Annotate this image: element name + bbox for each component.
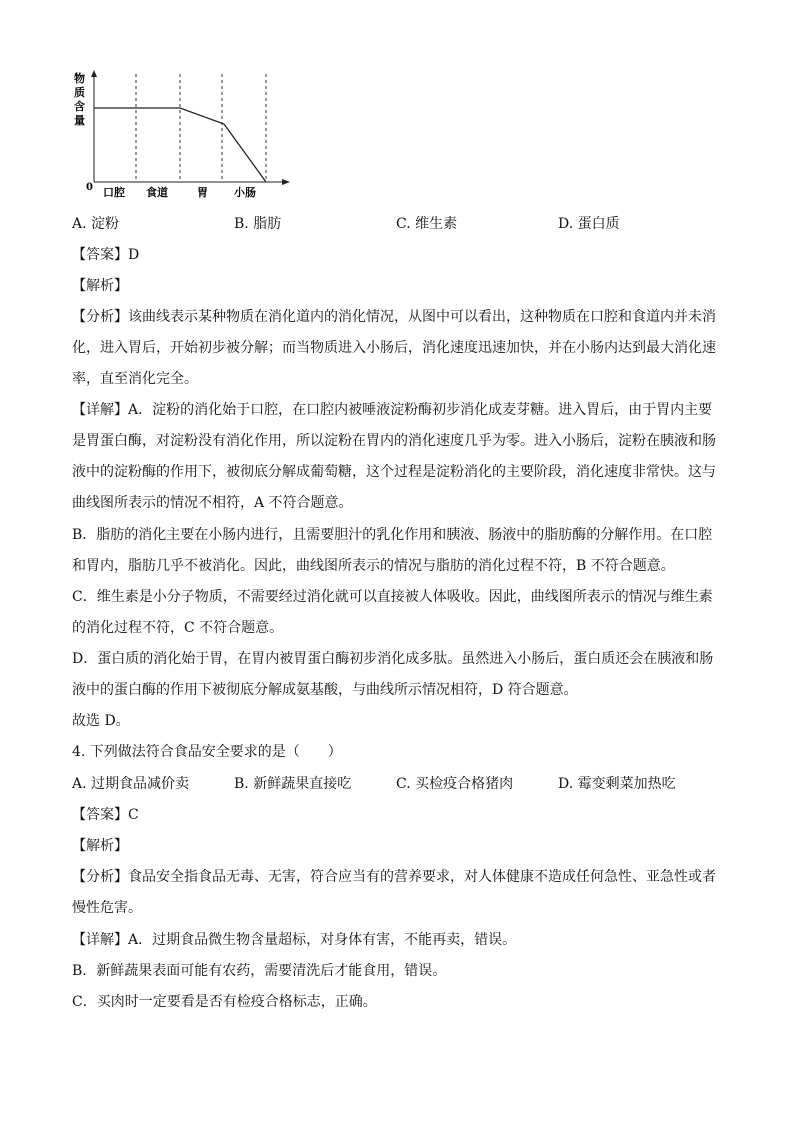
y-label-char: 质 — [74, 86, 85, 99]
option-c: C. 维生素 — [396, 216, 458, 232]
question-stem: 4. 下列做法符合食品安全要求的是（ ） — [72, 744, 342, 760]
analysis-title: 【解析】 — [72, 278, 128, 294]
y-label-char: 含 — [74, 100, 85, 113]
explanation-line: D．蛋白质的消化始于胃，在胃内被胃蛋白酶初步消化成多肽。虽然进入小肠后，蛋白质还会在胰液和肠 — [72, 651, 714, 667]
option-a: A. 过期食品减价卖 — [72, 776, 190, 792]
option-d: D. 蛋白质 — [558, 216, 620, 232]
y-axis-label — [74, 71, 85, 127]
explanation-line: 是胃蛋白酶，对淀粉没有消化作用，所以淀粉在胃内的消化速度几乎为零。进入小肠后，淀粉在胰液和肠 — [72, 433, 716, 449]
explanation-line: 【分析】该曲线表示某种物质在消化道内的消化情况，从图中可以看出，这种物质在口腔和食道内并未消 — [72, 309, 716, 325]
origin-label: 0 — [86, 182, 93, 193]
explanation-line: 慢性危害。 — [72, 900, 142, 916]
x-label-mouth: 口腔 — [103, 186, 125, 199]
explanation-line: 和胃内，脂肪几乎不被消化。因此，曲线图所表示的情况与脂肪的消化过程不符，B 不符合题意。 — [72, 558, 675, 574]
x-label-esophagus: 食道 — [146, 186, 168, 199]
option-b: B. 脂肪 — [234, 216, 282, 232]
explanation-line: 【分析】食品安全指食品无毒、无害，符合应当有的营养要求，对人体健康不造成任何急性、亚急性或者 — [72, 869, 716, 885]
explanation-line: 率，直至消化完全。 — [72, 371, 198, 387]
answer-line: 【答案】D — [72, 247, 140, 263]
explanation-line: 液中的蛋白酶的作用下被彻底分解成氨基酸，与曲线所示情况相符，D 符合题意。 — [72, 682, 578, 698]
explanation-line: B．脂肪的消化主要在小肠内进行，且需要胆汁的乳化作用和胰液、肠液中的脂肪酶的分解作用。在口腔 — [72, 527, 713, 543]
explanation-line: C．维生素是小分子物质，不需要经过消化就可以直接被人体吸收。因此，曲线图所表示的情况与维生素 — [72, 589, 713, 605]
y-label-char: 物 — [74, 72, 85, 85]
explanation-line: 曲线图所表示的情况不相符，A 不符合题意。 — [72, 495, 353, 511]
x-label-stomach: 胃 — [197, 186, 208, 199]
answer-line: 【答案】C — [72, 807, 139, 823]
explanation-line: 【详解】A．过期食品微生物含量超标，对身体有害，不能再卖，错误。 — [72, 932, 517, 948]
option-d: D. 霉变剩菜加热吃 — [558, 776, 676, 792]
explanation-line: C．买肉时一定要看是否有检疫合格标志，正确。 — [72, 994, 377, 1010]
digestion-curve-figure — [70, 68, 300, 204]
y-axis-arrow — [91, 70, 97, 77]
explanation-line: B．新鲜蔬果表面可能有农药，需要清洗后才能食用，错误。 — [72, 963, 447, 979]
explanation-line: 液中的淀粉酶的作用下，被彻底分解成葡萄糖，这个过程是淀粉消化的主要阶段，消化速度非常快。这与 — [72, 464, 716, 480]
option-c: C. 买检疫合格猪肉 — [396, 776, 514, 792]
analysis-title: 【解析】 — [72, 838, 128, 854]
explanation-line: 故选 D。 — [72, 713, 130, 729]
explanation-line: 的消化过程不符，C 不符合题意。 — [72, 620, 284, 636]
option-b: B. 新鲜蔬果直接吃 — [234, 776, 352, 792]
x-label-small-intestine: 小肠 — [234, 186, 256, 199]
explanation-line: 【详解】A．淀粉的消化始于口腔，在口腔内被唾液淀粉酶初步消化成麦芽糖。进入胃后，由于胃内主要 — [72, 402, 713, 418]
x-axis-arrow — [282, 179, 290, 185]
option-a: A. 淀粉 — [72, 216, 120, 232]
explanation-line: 化，进入胃后，开始初步被分解；而当物质进入小肠后，消化速度迅速加快，并在小肠内达到最大消化速 — [72, 340, 716, 356]
y-label-char: 量 — [74, 114, 85, 127]
